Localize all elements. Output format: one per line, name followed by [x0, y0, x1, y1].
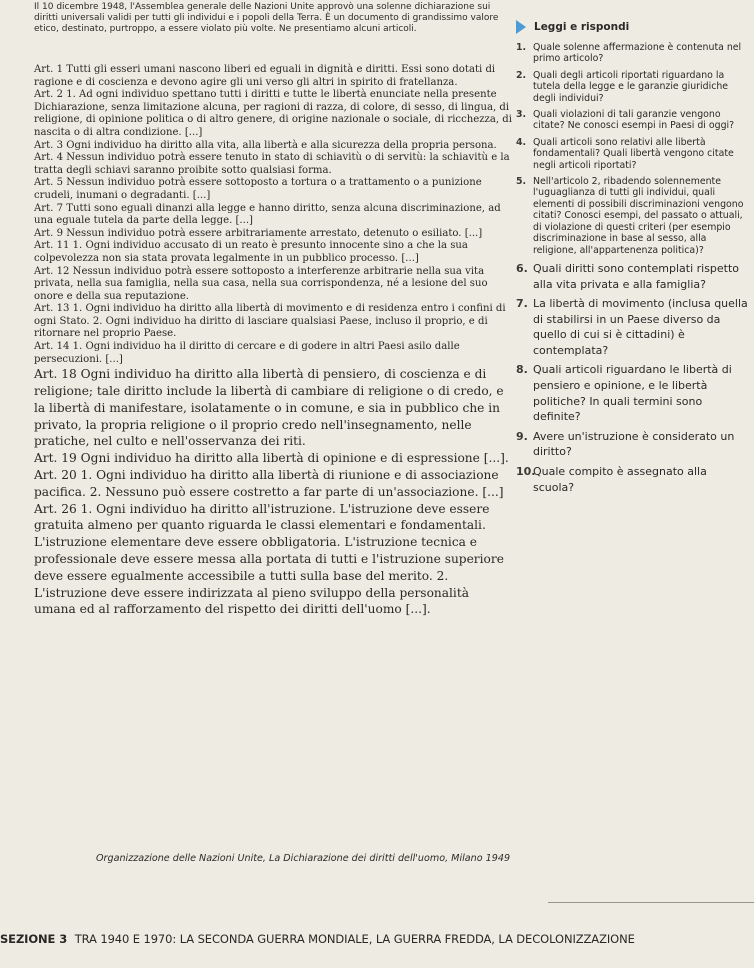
- article-12: Art. 12 Nessun individuo potrà essere sottoposto a interferenze arbitrarie nella sua vita privata, nella sua famiglia, nella sua casa, nella sua corrispondenza, né a lesione del suo onore e della sua reputazione.: [34, 265, 488, 302]
- question-9: [516, 429, 748, 460]
- sidebar-title: Leggi e rispondi: [534, 21, 630, 33]
- question-text: Quali articoli sono relativi alle libertà fondamentali? Quali libertà vengono citate negli articoli riportati?: [533, 136, 734, 171]
- article-14: Art. 14 1. Ogni individuo ha il diritto di cercare e di godere in altri Paesi asilo dalle persecuzioni. [...]: [34, 341, 460, 365]
- section-label: SEZIONE 3: [0, 932, 68, 946]
- question-number: 3.: [516, 109, 527, 121]
- question-number: 8.: [516, 363, 528, 377]
- question-4: [516, 137, 748, 171]
- arrow-right-icon: [516, 20, 526, 34]
- article-2: Art. 2 1. Ad ogni individuo spettano tutti i diritti e tutte le libertà enunciate nella presente Dichiarazione, senza limitazione alcuna, per ragioni di razza, di colore, di sesso, di lingua, di religione, di opinione politica o di altro genere, di origine nazionale o sociale, di ricchezza, di nascita o di altra condizione. [...]: [34, 89, 512, 138]
- source-citation: Organizzazione delle Nazioni Unite, La Dichiarazione dei diritti dell'uomo, Milano 1949: [96, 853, 511, 864]
- question-text: Avere un'istruzione è considerato un diritto?: [533, 429, 735, 459]
- question-number: 10.: [516, 465, 536, 479]
- article-3: Art. 3 Ogni individuo ha diritto alla vita, alla libertà e alla sicurezza della propria persona.: [34, 139, 497, 151]
- question-text: Quali degli articoli riportati riguardano la tutela della legge e le garanzie giuridiche degli individui?: [533, 69, 729, 104]
- sidebar-header: [516, 20, 748, 34]
- question-7: [516, 296, 748, 358]
- question-5: [516, 176, 748, 256]
- question-text: Quale solenne affermazione è contenuta nel primo articolo?: [533, 42, 742, 65]
- question-text: Quali violazioni di tali garanzie vengono citate? Ne conosci esempi in Paesi di oggi?: [533, 109, 735, 132]
- question-text: Quali diritti sono contemplati rispetto alla vita privata e alla famiglia?: [533, 261, 740, 291]
- article-20: Art. 20 1. Ogni individuo ha diritto alla libertà di riunione e di associazione pacifica. 2. Nessuno può essere costretto a far parte di un'associazione. [...]: [34, 468, 504, 499]
- question-number: 1.: [516, 42, 527, 53]
- section-footer: [0, 932, 754, 946]
- questions-sidebar: [516, 20, 748, 499]
- article-11: Art. 11 1. Ogni individuo accusato di un reato è presunto innocente sino a che la sua colpevolezza non sia stata provata legalmente in un pubblico processo. [...]: [34, 240, 468, 264]
- question-1: [516, 42, 748, 65]
- question-8: [516, 362, 748, 424]
- article-13: Art. 13 1. Ogni individuo ha diritto alla libertà di movimento e di residenza entro i confini di ogni Stato. 2. Ogni individuo ha diritto di lasciare qualsiasi Paese, incluso il proprio, e di ritornare nel proprio Paese.: [34, 303, 506, 340]
- question-text: Nell'articolo 2, ribadendo solennemente l'uguaglianza di tutti gli individui, quali elementi di possibili discriminazioni vengono citati? Conosci esempi, del passato o attuali, di violazione di questi criteri (per esempio discriminazione in base al sesso, alla religione, all'appartenenza politica)?: [533, 176, 744, 256]
- article-26: Art. 26 1. Ogni individuo ha diritto all'istruzione. L'istruzione deve essere gratuita almeno per quanto riguarda le classi elementari e fondamentali. L'istruzione elementare deve essere obbligatoria. L'istruzione tecnica e professionale deve essere messa alla portata di tutti e l'istruzione superiore deve essere egualmente accessibile a tutti sulla base del merito. 2. L'istruzione deve essere indirizzata al pieno sviluppo della personalità umana ed al rafforzamento del rispetto dei diritti dell'uomo [...].: [34, 501, 504, 617]
- sidebar-divider: [548, 902, 754, 903]
- question-text: Quali articoli riguardano le libertà di pensiero e opinione, e le libertà politiche? In quali termini sono definite?: [533, 363, 732, 424]
- question-2: [516, 70, 748, 104]
- question-3: [516, 109, 748, 132]
- question-number: 6.: [516, 261, 528, 275]
- article-7: Art. 7 Tutti sono eguali dinanzi alla legge e hanno diritto, senza alcuna discriminazione, ad una eguale tutela da parte della legge. [...]: [34, 202, 501, 227]
- article-5: Art. 5 Nessun individuo potrà essere sottoposto a tortura o a trattamento o a punizione crudeli, inumani o degradanti. [...]: [34, 177, 482, 201]
- question-6: [516, 261, 748, 292]
- question-number: 5.: [516, 176, 527, 188]
- question-10: [516, 464, 748, 495]
- article-9: Art. 9 Nessun individuo potrà essere arbitrariamente arrestato, detenuto o esiliato. [...]: [34, 227, 483, 239]
- question-number: 2.: [516, 69, 527, 81]
- question-text: La libertà di movimento (inclusa quella di stabilirsi in un Paese diverso da quello di cui si è cittadini) è contemplata?: [533, 297, 748, 357]
- question-number: 9.: [516, 429, 528, 443]
- question-number: 4.: [516, 136, 527, 148]
- article-18: Art. 18 Ogni individuo ha diritto alla libertà di pensiero, di coscienza e di religione; tale diritto include la libertà di cambiare di religione o di credo, e la libertà di manifestare, isolatamente o in comune, e sia in pubblico che in privato, la propria religione o il proprio credo nell'insegnamento, nelle pratiche, nel culto e nell'osservanza dei riti.: [34, 367, 504, 449]
- article-1: Art. 1 Tutti gli esseri umani nascono liberi ed eguali in dignità e diritti. Essi sono dotati di ragione e di coscienza e devono agire gli uni verso gli altri in spirito di fratellanza.: [34, 64, 496, 88]
- section-title: TRA 1940 E 1970: LA SECONDA GUERRA MONDIALE, LA GUERRA FREDDA, LA DECOLONIZZAZIONE: [74, 932, 635, 946]
- articles-column: [34, 64, 512, 618]
- question-number: 7.: [516, 297, 528, 311]
- intro-text: Il 10 dicembre 1948, l'Assemblea generale delle Nazioni Unite approvò una solenne dichiarazione sui diritti universali validi per tutti gli individui e i popoli della Terra. È un documento di grandissimo valore etico, destinato, purtroppo, a essere violato più volte. Ne presentiamo alcuni articoli.: [34, 2, 499, 34]
- article-4: Art. 4 Nessun individuo potrà essere tenuto in stato di schiavitù o di servitù: la schiavitù e la tratta degli schiavi saranno proibite sotto qualsiasi forma.: [34, 152, 510, 176]
- question-text: Quale compito è assegnato alla scuola?: [533, 465, 707, 494]
- article-19: Art. 19 Ogni individuo ha diritto alla libertà di opinione e di espressione [...].: [34, 451, 509, 466]
